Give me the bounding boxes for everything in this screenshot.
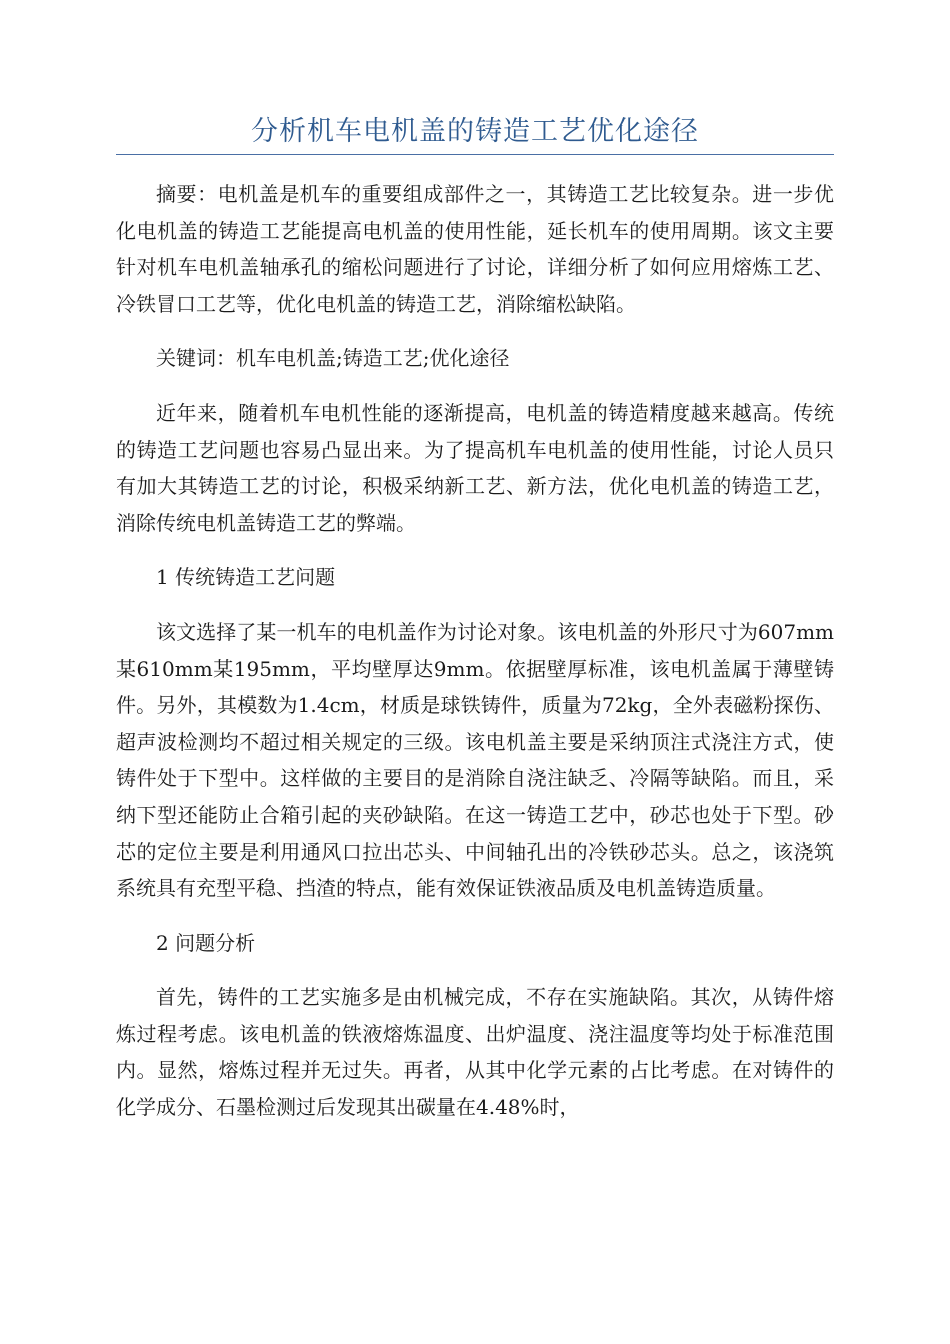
section-2-heading: 2 问题分析	[156, 930, 256, 955]
document-title: 分析机车电机盖的铸造工艺优化途径	[251, 116, 699, 147]
section-1-paragraph: 该文选择了某一机车的电机盖作为讨论对象。该电机盖的外形尺寸为607mm某610mm某195mm，平均壁厚达9mm。依据壁厚标准，该电机盖属于薄壁铸件。另外，其模数为1.4cm，材质是球铁铸件，质量为72kg，全外表磁粉探伤、超声波检测均不超过相关规定的三级。该电机盖主要是采纳顶注式浇注方式，使铸件处于下型中。这样做的主要目的是消除自浇注缺乏、冷隔等缺陷。而且，采纳下型还能防止合箱引起的夹砂缺陷。在这一铸造工艺中，砂芯也处于下型。砂芯的定位主要是利用通风口拉出芯头、中间轴孔出的冷铁砂芯头。总之，该浇筑系统具有充型平稳、挡渣的特点，能有效保证铁液品质及电机盖铸造质量。	[116, 619, 834, 901]
intro-paragraph: 近年来，随着机车电机性能的逐渐提高，电机盖的铸造精度越来越高。传统的铸造工艺问题也容易凸显出来。为了提高机车电机盖的使用性能，讨论人员只有加大其铸造工艺的讨论，积极采纳新工艺、新方法，优化电机盖的铸造工艺，消除传统电机盖铸造工艺的弊端。	[116, 400, 834, 535]
keywords-line: 关键词：机车电机盖;铸造工艺;优化途径	[156, 346, 510, 371]
document-body	[116, 176, 834, 1144]
title-underline	[116, 154, 834, 155]
section-2-paragraph: 首先，铸件的工艺实施多是由机械完成，不存在实施缺陷。其次，从铸件熔炼过程考虑。该电机盖的铁液熔炼温度、出炉温度、浇注温度等均处于标准范围内。显然，熔炼过程并无过失。再者，从其中化学元素的占比考虑。在对铸件的化学成分、石墨检测过后发现其出碳量在4.48%时，	[116, 985, 834, 1120]
abstract-paragraph: 摘要：电机盖是机车的重要组成部件之一，其铸造工艺比较复杂。进一步优化电机盖的铸造工艺能提高电机盖的使用性能，延长机车的使用周期。该文主要针对机车电机盖轴承孔的缩松问题进行了讨论，详细分析了如何应用熔炼工艺、冷铁冒口工艺等，优化电机盖的铸造工艺，消除缩松缺陷。	[116, 182, 834, 316]
section-1-heading: 1 传统铸造工艺问题	[156, 565, 336, 590]
